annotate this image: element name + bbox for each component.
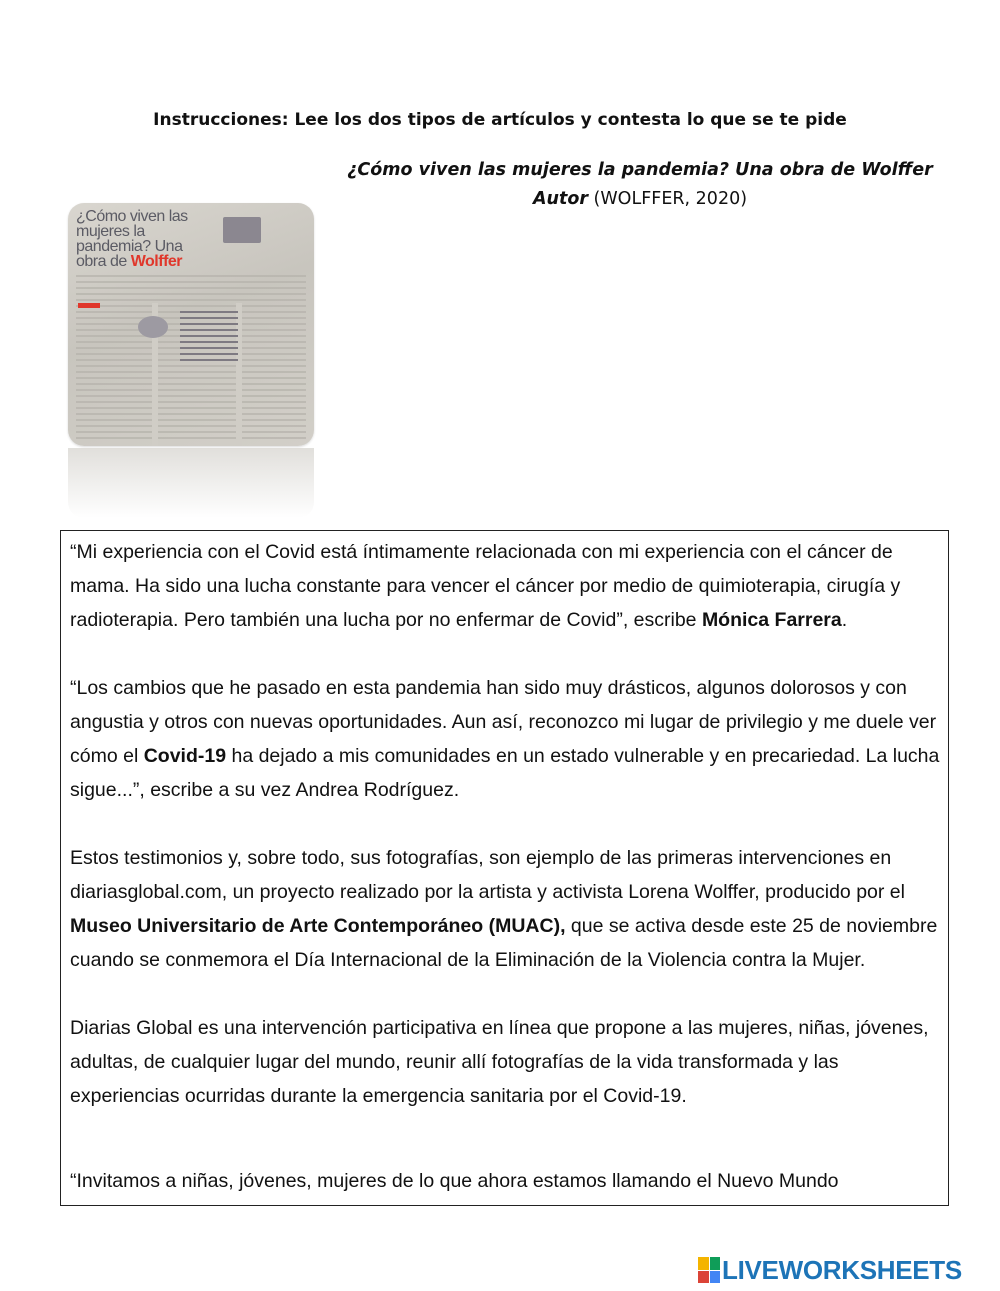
- paragraph-1-name: Mónica Farrera: [701, 609, 842, 631]
- paragraph-4: Diarias Global es una intervención participativa en línea que propone a las mujeres, niñas, jóvenes, adultas, de cualquier lugar del mundo, reunir allí fotografías de la vida transformada y las experiencias ocurridas durante la emergencia sanitaria por el Covid-19.: [70, 1017, 929, 1107]
- liveworksheets-logo-text: LIVEWORKSHEETS: [722, 1254, 962, 1285]
- liveworksheets-logo-icon: [698, 1257, 720, 1283]
- logo-square: [698, 1257, 709, 1270]
- paragraph-2-end: ha dejado a mis comunidades en un estado vulnerable y en precariedad. La lucha sigue...”, escribe a su vez Andrea Rodríguez.: [70, 745, 940, 801]
- article-text-box: [60, 530, 949, 1206]
- author-label: Autor: [532, 189, 588, 209]
- clipping-headline-plain: ¿Cómo viven las mujeres la pandemia? Una obra de: [76, 208, 188, 270]
- clipping-headline-accent: Wolffer: [130, 253, 183, 270]
- paragraph-2-bold: Covid-19: [143, 745, 227, 767]
- instructions-heading: Instrucciones: Lee los dos tipos de artículos y contesta lo que se te pide: [153, 110, 847, 130]
- paragraph-2-text: “Los cambios que he pasado en esta pandemia han sido muy drásticos, algunos dolorosos y con angustia y otros con nuevas oportunidades. Aun así, reconozco mi lugar de privilegio y me duele ver cómo el: [70, 677, 937, 767]
- paragraph-3-bold: Museo Universitario de Arte Contemporáneo (MUAC),: [70, 915, 566, 937]
- clipping-red-tag: [78, 303, 100, 308]
- paragraph-1: [70, 535, 942, 637]
- paragraph-3: [70, 841, 942, 977]
- clipping-reflection: [68, 448, 314, 518]
- logo-square: [710, 1271, 721, 1284]
- newspaper-clipping-image: [68, 203, 314, 446]
- logo-square: [698, 1271, 709, 1284]
- paragraph-2: [70, 671, 942, 807]
- clipping-headline: [76, 209, 206, 269]
- article-title: ¿Cómo viven las mujeres la pandemia? Una obra de Wolffer: [347, 160, 933, 180]
- clipping-pull-quote: [180, 311, 238, 361]
- paragraph-3-text: Estos testimonios y, sobre todo, sus fotografías, son ejemplo de las primeras intervenciones en diariasglobal.com, un proyecto realizado por la artista y activista Lorena Wolffer, producido por el: [70, 847, 905, 903]
- liveworksheets-logo: [698, 1255, 962, 1285]
- author-reference: (WOLFFER, 2020): [587, 189, 748, 209]
- paragraph-5: “Invitamos a niñas, jóvenes, mujeres de lo que ahora estamos llamando el Nuevo Mundo: [70, 1170, 839, 1192]
- paragraph-3-end: que se activa desde este 25 de noviembre cuando se conmemora el Día Internacional de la Eliminación de la Violencia contra la Mujer.: [70, 915, 938, 971]
- logo-square: [710, 1257, 721, 1270]
- article-author-line: [330, 185, 950, 214]
- clipping-graphic: [138, 316, 168, 338]
- paragraph-1-text: “Mi experiencia con el Covid está íntimamente relacionada con mi experiencia con el cáncer de mama. Ha sido una lucha constante para vencer el cáncer por medio de quimioterapia, cirugía y radioterapia. Pero también una lucha por no enfermar de Covid”, escribe: [70, 541, 901, 631]
- clipping-photo: [223, 217, 261, 243]
- paragraph-1-end: .: [841, 609, 848, 631]
- article-title-block: [330, 156, 950, 214]
